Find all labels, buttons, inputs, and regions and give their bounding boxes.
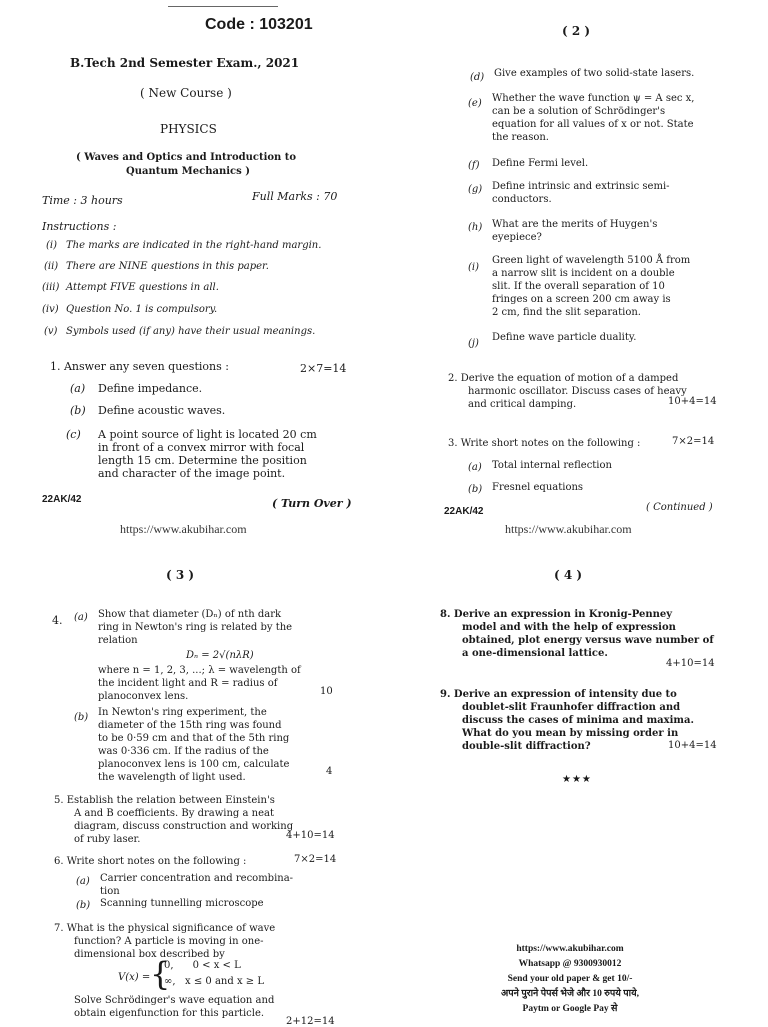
question-9-marks: 10+4=14: [668, 740, 717, 751]
q4-number: 4.: [52, 614, 63, 627]
question-5-text: [54, 794, 293, 846]
text-line: Solve Schrödinger's wave equation and: [74, 995, 275, 1006]
q1a-text: Define impedance.: [98, 382, 203, 395]
question-2-marks: 10+4=14: [668, 396, 717, 407]
q1f-label: (f): [468, 160, 480, 171]
text-line: Define intrinsic and extrinsic semi-: [492, 181, 670, 192]
q1i-label: (i): [468, 262, 480, 273]
question-3-prompt: 3. Write short notes on the following :: [448, 438, 641, 449]
instruction-number: (i): [46, 240, 58, 251]
q1h-label: (h): [468, 222, 483, 233]
text-line: doublet-slit Fraunhofer diffraction and: [462, 702, 681, 713]
top-rule: [168, 6, 278, 7]
text-line: relation: [98, 635, 138, 646]
text-line: A and B coefficients. By drawing a neat: [74, 808, 274, 819]
promo-offer: Send your old paper & get 10/-: [507, 974, 633, 984]
q4b-text: [98, 706, 289, 784]
q1g-label: (g): [468, 184, 483, 195]
text-line: Carrier concentration and recombina-: [100, 873, 294, 884]
text-line: where n = 1, 2, 3, ...; λ = wavelength of: [98, 665, 301, 676]
instruction-number: (iv): [42, 304, 59, 315]
text-line: Green light of wavelength 5100 Å from: [492, 255, 691, 266]
text-line: 9. Derive an expression of intensity due to: [440, 689, 677, 700]
q6a-text: [100, 872, 293, 898]
instruction-number: (v): [44, 326, 58, 337]
text-line: 2. Derive the equation of motion of a damped: [448, 373, 679, 384]
text-line: and critical damping.: [468, 399, 577, 410]
text-line: diameter of the 15th ring was found: [98, 720, 282, 731]
text-line: dimensional box described by: [74, 949, 225, 960]
q3a-text: Total internal reflection: [492, 460, 612, 471]
site-url: https://www.akubihar.com: [120, 522, 247, 536]
text-line: ring in Newton's ring is related by the: [98, 622, 293, 633]
text-line: the incident light and R = radius of: [98, 678, 278, 689]
paper-code: Code : 103201: [205, 16, 313, 33]
text-line: obtained, plot energy versus wave number of: [462, 635, 714, 646]
q1e-label: (e): [468, 98, 482, 109]
q1d-text: Give examples of two solid-state lasers.: [494, 68, 695, 79]
instruction-item: [42, 282, 219, 293]
q1d-label: (d): [470, 72, 485, 83]
question-8-marks: 4+10=14: [666, 658, 715, 669]
q1j-label: (j): [468, 338, 479, 349]
q1e-text: [492, 92, 694, 144]
text-line: planoconvex lens is 100 cm, calculate: [98, 759, 290, 770]
promo-url: https://www.akubihar.com: [516, 944, 624, 954]
promo-block: [470, 942, 670, 1017]
instruction-text: Symbols used (if any) have their usual meanings.: [66, 326, 316, 337]
q6b-text: Scanning tunnelling microscope: [100, 898, 264, 909]
question-5-marks: 4+10=14: [286, 830, 335, 841]
instruction-item: [44, 261, 269, 272]
q1a-label: (a): [70, 382, 86, 395]
text-line: 7. What is the physical significance of wave: [54, 923, 276, 934]
question-1-marks: 2×7=14: [300, 362, 347, 375]
question-8-text: [440, 608, 714, 660]
text-line: 5. Establish the relation between Einstein's: [54, 795, 275, 806]
q7-equation-case1: 0, 0 < x < L: [164, 960, 241, 971]
paper-name-line1: ( Waves and Optics and Introduction to: [76, 152, 297, 163]
text-line: can be a solution of Schrödinger's: [492, 106, 666, 117]
q1b-text: Define acoustic waves.: [98, 404, 226, 417]
q3a-label: (a): [468, 462, 482, 473]
q4b-label: (b): [74, 712, 89, 723]
q4b-marks: 4: [326, 766, 333, 777]
question-6-marks: 7×2=14: [294, 854, 337, 865]
text-line: model and with the help of expression: [462, 622, 676, 633]
q7-equation-lhs: V(x) =: [118, 972, 151, 983]
page-number: ( 3 ): [166, 568, 195, 582]
page-number: ( 2 ): [562, 24, 591, 38]
text-line: equation for all values of x or not. State: [492, 119, 694, 130]
q4a-equation: Dₙ = 2√(nλR): [186, 650, 254, 661]
instruction-text: The marks are indicated in the right-hand margin.: [66, 240, 322, 251]
q6a-label: (a): [76, 876, 90, 887]
text-line: diagram, discuss construction and working: [74, 821, 294, 832]
text-line: was 0·336 cm. If the radius of the: [98, 746, 269, 757]
instruction-item: [42, 304, 217, 315]
q4a-text-cont: [98, 664, 301, 703]
footer-code: 22AK/42: [42, 494, 82, 505]
q1j-text: Define wave particle duality.: [492, 332, 637, 343]
text-line: Show that diameter (Dₙ) of nth dark: [98, 609, 282, 620]
q1c-label: (c): [66, 428, 81, 441]
question-6-prompt: 6. Write short notes on the following :: [54, 856, 247, 867]
time-label: Time : 3 hours: [42, 194, 123, 207]
q1b-label: (b): [70, 404, 86, 417]
text-line: in front of a convex mirror with focal: [98, 441, 305, 454]
q4a-marks: 10: [320, 686, 333, 697]
full-marks-label: Full Marks : 70: [252, 190, 338, 203]
text-line: length 15 cm. Determine the position: [98, 454, 307, 467]
instruction-item: [44, 326, 315, 337]
question-7-marks: 2+12=14: [286, 1016, 335, 1027]
question-1-prompt: 1. Answer any seven questions :: [50, 360, 229, 373]
instructions-heading: Instructions :: [42, 220, 117, 233]
q1g-text: [492, 180, 670, 206]
instruction-text: Attempt FIVE questions in all.: [66, 282, 219, 293]
text-line: the wavelength of light used.: [98, 772, 246, 783]
q3b-label: (b): [468, 484, 483, 495]
subject-title: PHYSICS: [160, 122, 217, 136]
text-line: obtain eigenfunction for this particle.: [74, 1008, 265, 1019]
q4a-label: (a): [74, 612, 88, 623]
footer-code: 22AK/42: [444, 506, 484, 517]
text-line: function? A particle is moving in one-: [74, 936, 264, 947]
text-line: to be 0·59 cm and that of the 5th ring: [98, 733, 290, 744]
paper-name-line2: Quantum Mechanics ): [126, 166, 250, 177]
q1h-text: [492, 218, 657, 244]
text-line: tion: [100, 886, 120, 897]
text-line: the reason.: [492, 132, 549, 143]
text-line: eyepiece?: [492, 232, 542, 243]
text-line: slit. If the overall separation of 10: [492, 281, 665, 292]
text-line: discuss the cases of minima and maxima.: [462, 715, 694, 726]
q1i-text: [492, 254, 690, 319]
text-line: planoconvex lens.: [98, 691, 189, 702]
text-line: double-slit diffraction?: [462, 741, 591, 752]
instruction-text: There are NINE questions in this paper.: [66, 261, 269, 272]
promo-payment: Paytm or Google Pay से: [522, 1004, 618, 1014]
brace-icon: {: [150, 955, 171, 993]
text-line: 2 cm, find the slit separation.: [492, 307, 641, 318]
question-3-marks: 7×2=14: [672, 436, 715, 447]
text-line: a one-dimensional lattice.: [462, 648, 608, 659]
end-stars: ★★★: [562, 774, 592, 785]
text-line: 8. Derive an expression in Kronig-Penney: [440, 609, 673, 620]
course-label: ( New Course ): [140, 86, 232, 100]
text-line: A point source of light is located 20 cm: [98, 428, 317, 441]
promo-hindi: अपने पुराने पेपर्स भेजे और 10 रुपये पाये,: [501, 989, 639, 999]
instruction-number: (iii): [42, 282, 60, 293]
text-line: harmonic oscillator. Discuss cases of heavy: [468, 386, 687, 397]
continued-label: ( Continued ): [646, 502, 713, 513]
text-line: Whether the wave function ψ = A sec x,: [492, 93, 695, 104]
text-line: What are the merits of Huygen's: [492, 219, 658, 230]
text-line: a narrow slit is incident on a double: [492, 268, 675, 279]
question-2-text: [448, 372, 687, 411]
turn-over-label: ( Turn Over ): [272, 497, 352, 510]
promo-whatsapp: Whatsapp @ 9300930012: [518, 959, 622, 969]
text-line: and character of the image point.: [98, 467, 286, 480]
site-url: https://www.akubihar.com: [505, 522, 632, 536]
q1f-text: Define Fermi level.: [492, 158, 589, 169]
instruction-number: (ii): [44, 261, 59, 272]
instruction-item: [46, 240, 321, 251]
instruction-text: Question No. 1 is compulsory.: [66, 304, 218, 315]
question-9-text: [440, 688, 694, 753]
text-line: What do you mean by missing order in: [462, 728, 679, 739]
q3b-text: Fresnel equations: [492, 482, 584, 493]
text-line: fringes on a screen 200 cm away is: [492, 294, 671, 305]
question-7-text-cont: [74, 994, 274, 1020]
q7-equation-case2: ∞, x ≤ 0 and x ≥ L: [164, 976, 264, 987]
page-number: ( 4 ): [554, 568, 583, 582]
q6b-label: (b): [76, 900, 91, 911]
text-line: In Newton's ring experiment, the: [98, 707, 267, 718]
exam-title: B.Tech 2nd Semester Exam., 2021: [70, 56, 300, 70]
text-line: conductors.: [492, 194, 552, 205]
q4a-text: [98, 608, 292, 647]
text-line: of ruby laser.: [74, 834, 141, 845]
q1c-text: [98, 428, 317, 480]
